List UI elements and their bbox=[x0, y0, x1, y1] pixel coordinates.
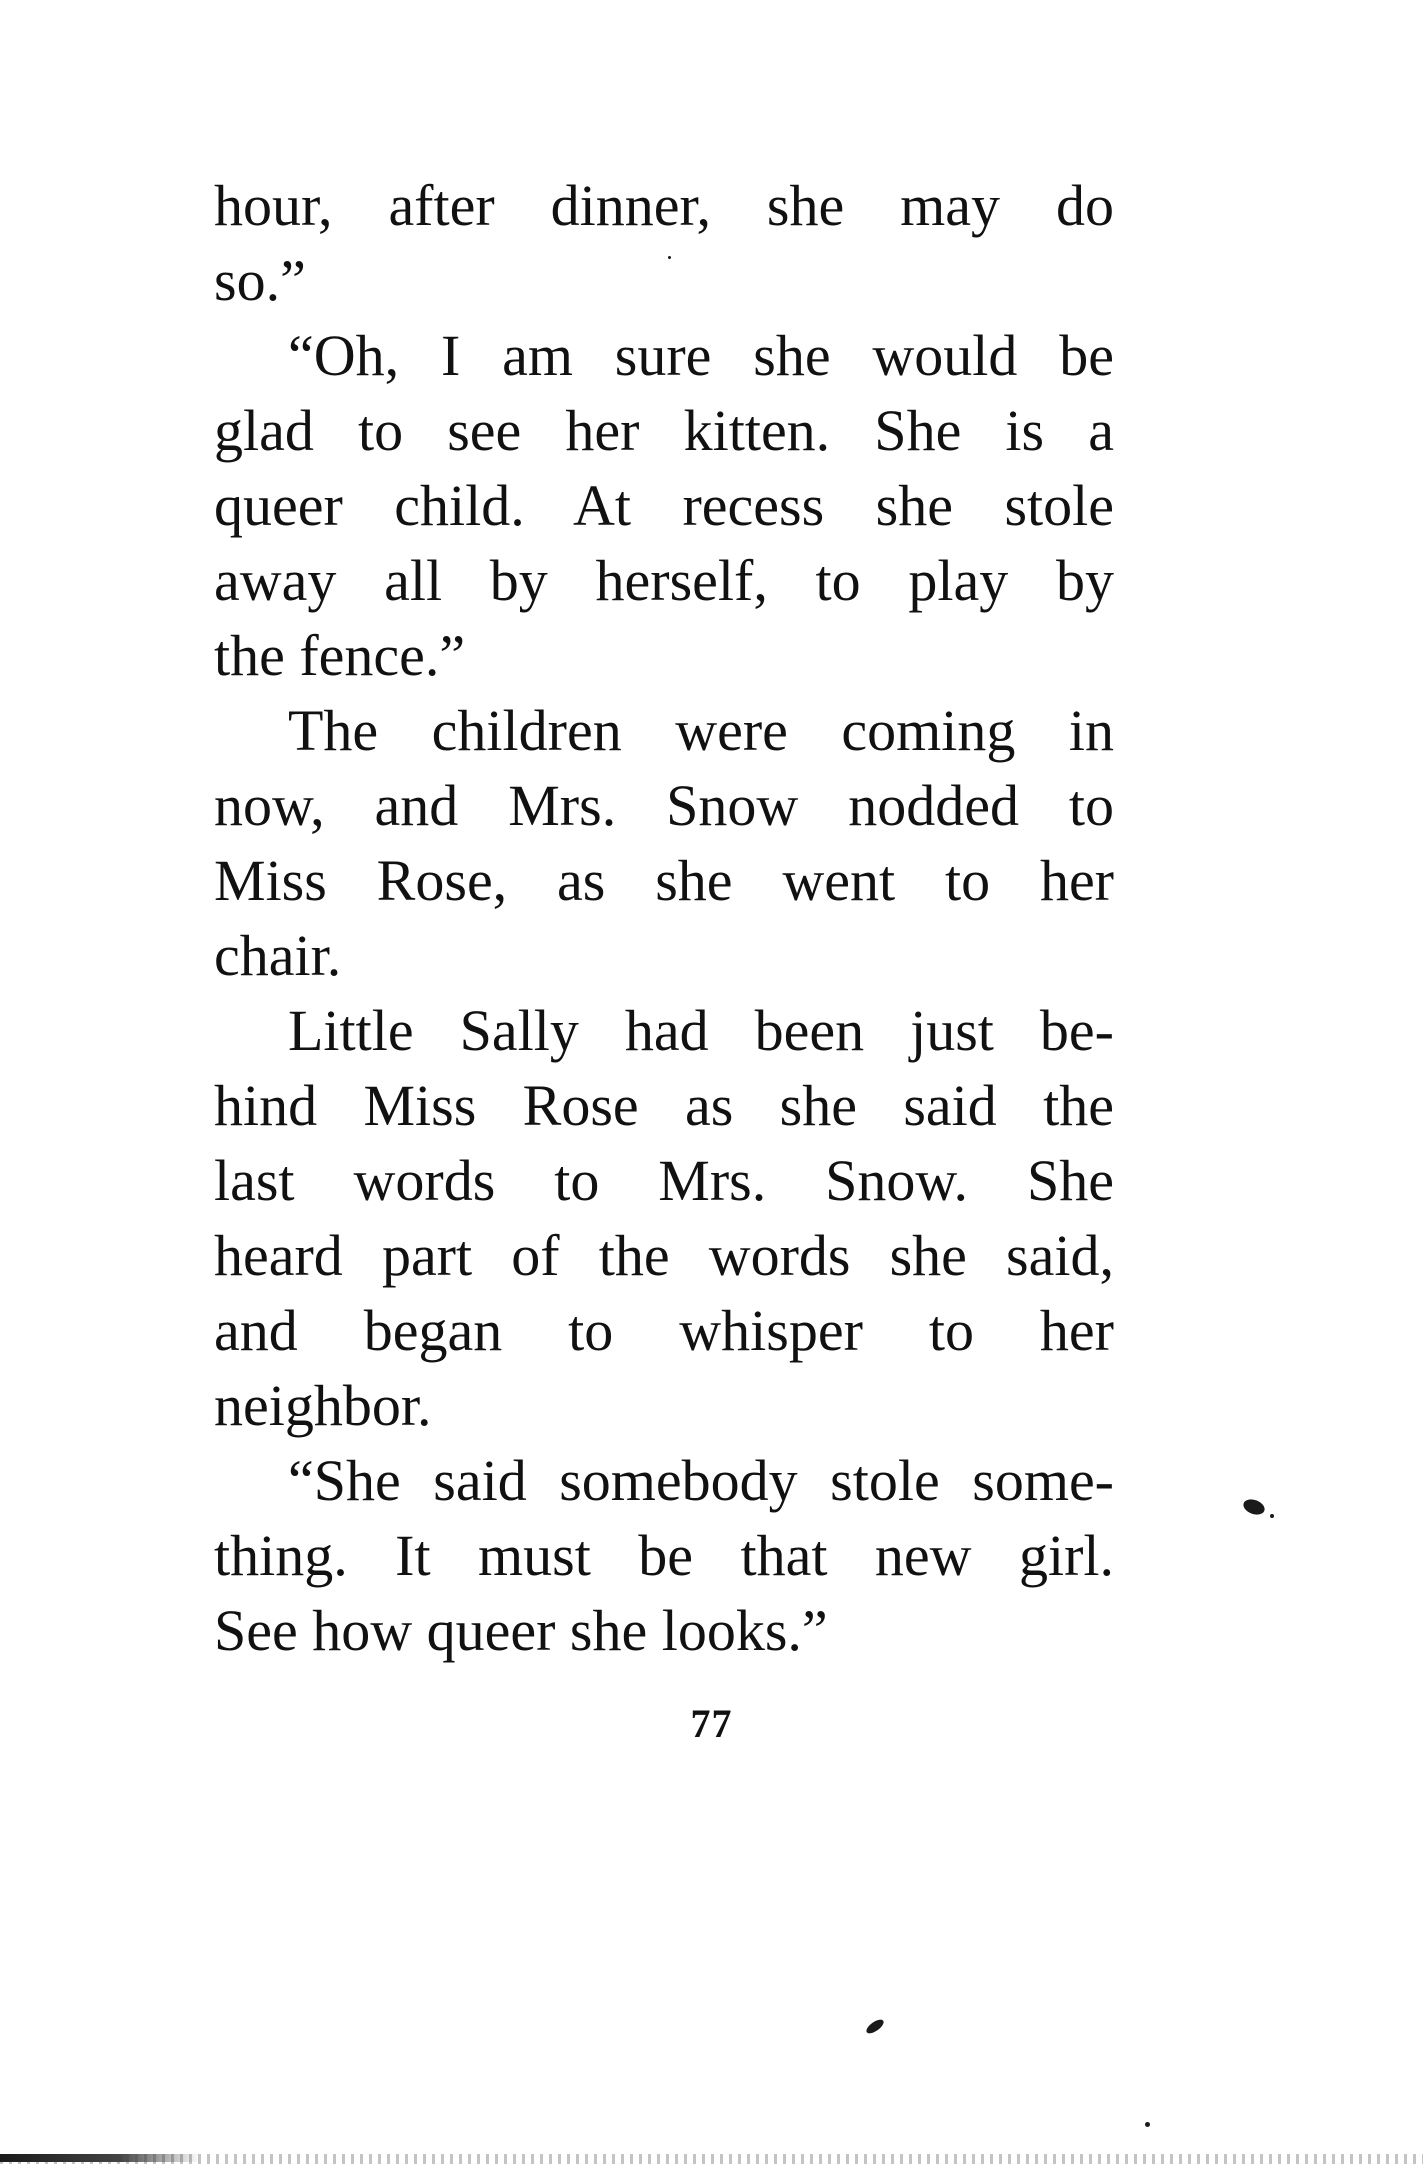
text-line: and began to whisper to her bbox=[214, 1298, 1114, 1363]
scan-edge bbox=[0, 2154, 1423, 2164]
text-line: chair. bbox=[214, 923, 342, 988]
ink-speck bbox=[864, 2017, 886, 2036]
text-line: thing. It must be that new girl. bbox=[214, 1523, 1114, 1588]
text-line: See how queer she looks.” bbox=[214, 1598, 828, 1663]
text-line: The children were coming in bbox=[288, 698, 1114, 763]
text-line: away all by herself, to play by bbox=[214, 548, 1114, 613]
page-number: 77 bbox=[690, 1701, 733, 1746]
text-line: “Oh, I am sure she would be bbox=[288, 323, 1114, 388]
ink-speck bbox=[668, 256, 671, 259]
text-line: last words to Mrs. Snow. She bbox=[214, 1148, 1114, 1213]
body-text bbox=[214, 168, 1114, 1668]
text-line: queer child. At recess she stole bbox=[214, 473, 1114, 538]
text-line: Miss Rose, as she went to her bbox=[214, 848, 1114, 913]
ink-speck bbox=[1241, 1497, 1266, 1518]
text-line: hour, after dinner, she may do bbox=[214, 173, 1114, 238]
text-line: neighbor. bbox=[214, 1373, 432, 1438]
text-line: now, and Mrs. Snow nodded to bbox=[214, 773, 1114, 838]
text-line: Little Sally had been just be- bbox=[288, 998, 1114, 1063]
text-line: so.” bbox=[214, 248, 306, 313]
text-line: hind Miss Rose as she said the bbox=[214, 1073, 1114, 1138]
text-line: heard part of the words she said, bbox=[214, 1223, 1114, 1288]
ink-speck bbox=[1270, 1514, 1274, 1518]
text-line: the fence.” bbox=[214, 623, 466, 688]
text-line: glad to see her kitten. She is a bbox=[214, 398, 1114, 463]
text-line: “She said somebody stole some- bbox=[288, 1448, 1114, 1513]
ink-speck bbox=[1145, 2122, 1150, 2127]
scan-edge-shadow bbox=[0, 2154, 200, 2162]
